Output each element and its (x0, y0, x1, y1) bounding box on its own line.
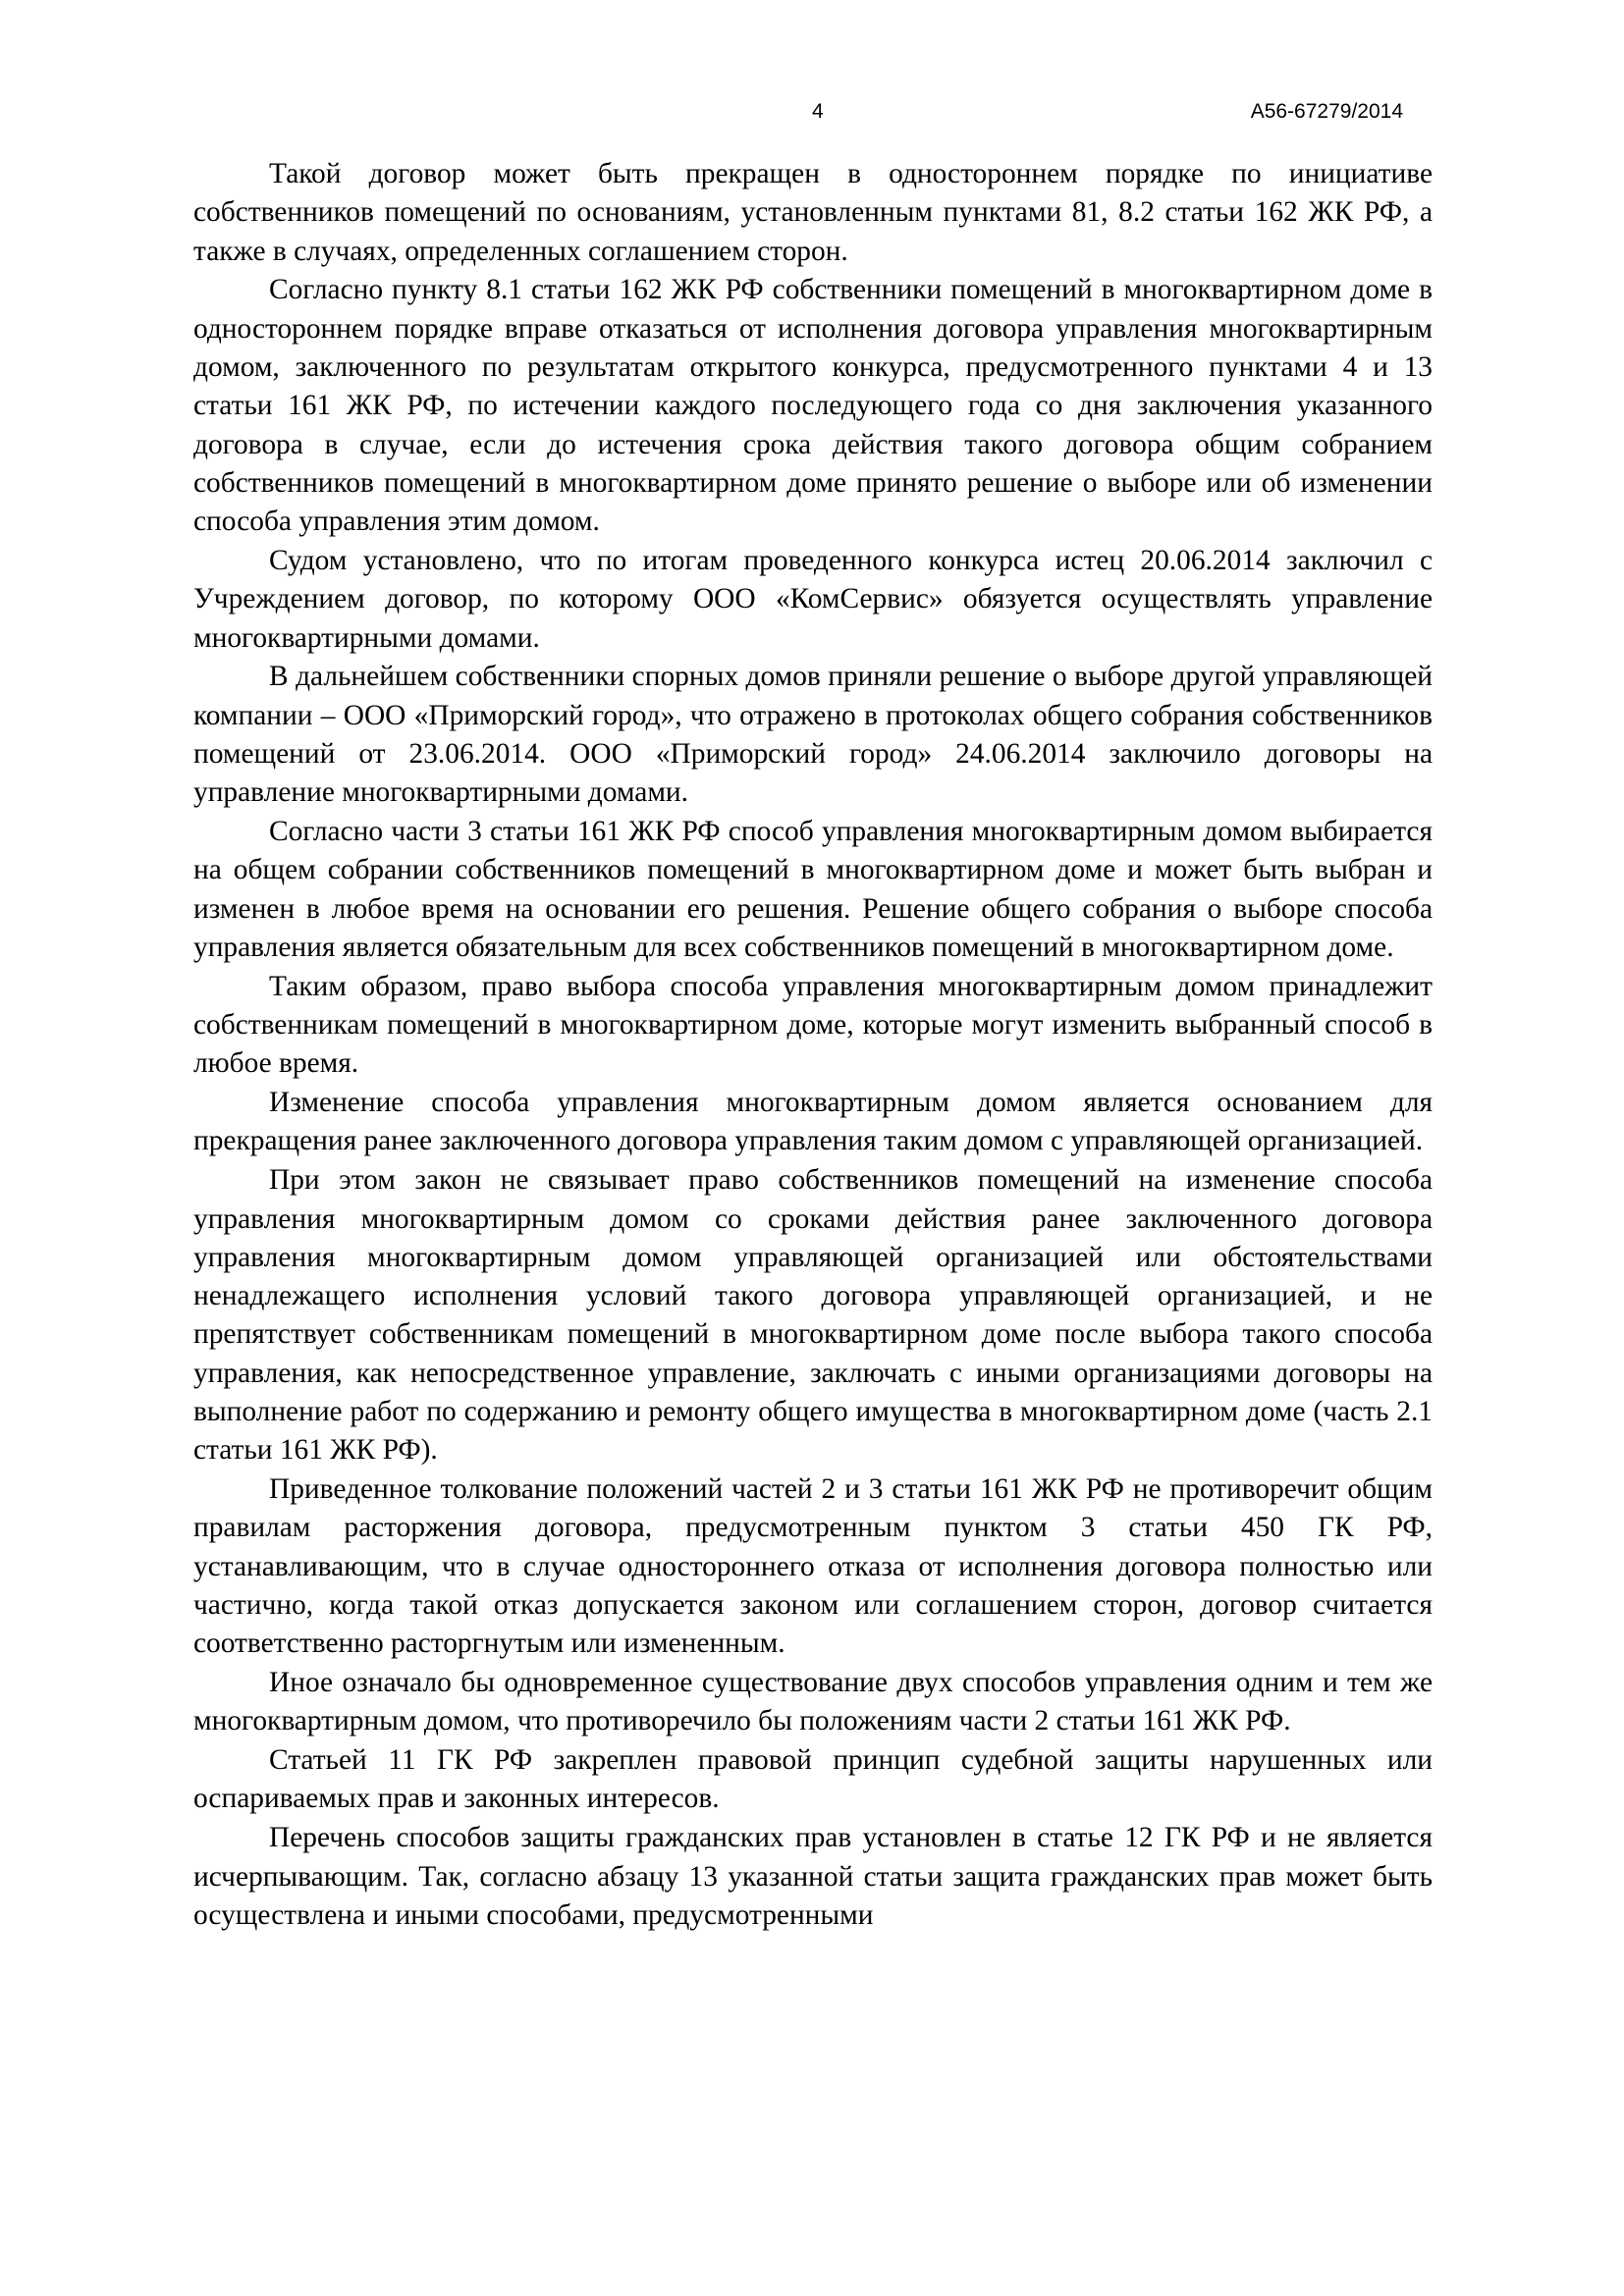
paragraph: Такой договор может быть прекращен в одностороннем порядке по инициативе собственников помещений по основаниям, установленным пунктами 81, 8.2 статьи 162 ЖК РФ, а также в случаях, определенных соглашением сторон. (193, 158, 1433, 267)
paragraph: Статьей 11 ГК РФ закреплен правовой принцип судебной защиты нарушенных или оспариваемых прав и законных интересов. (193, 1744, 1433, 1815)
paragraph: Приведенное толкование положений частей 2 и 3 статьи 161 ЖК РФ не противоречит общим правилам расторжения договора, предусмотренным пунктом 3 статьи 450 ГК РФ, устанавливающим, что в случае одностороннего отказа от исполнения договора полностью или частично, когда такой отказ допускается законом или соглашением сторон, договор считается соответственно расторгнутым или измененным. (193, 1473, 1433, 1660)
case-number: А56-67279/2014 (1250, 100, 1403, 123)
document-body (193, 155, 1433, 1936)
paragraph: Согласно части 3 статьи 161 ЖК РФ способ управления многоквартирным домом выбирается на общем собрании собственников помещений в многоквартирном доме и может быть выбран и изменен в любое время на основании его решения. Решение общего собрания о выборе способа управления является обязательным для всех собственников помещений в многоквартирном доме. (193, 816, 1433, 963)
page-header (0, 94, 1624, 128)
paragraph: Иное означало бы одновременное существование двух способов управления одним и тем же многоквартирным домом, что противоречило бы положениям части 2 статьи 161 ЖК РФ. (193, 1667, 1433, 1737)
paragraph: В дальнейшем собственники спорных домов приняли решение о выборе другой управляющей компании – ООО «Приморский город», что отражено в протоколах общего собрания собственников помещений от 23.06.2014. ООО «Приморский город» 24.06.2014 заключило договоры на управление многоквартирными домами. (193, 661, 1433, 809)
paragraph: Судом установлено, что по итогам проведенного конкурса истец 20.06.2014 заключил с Учреждением договор, по которому ООО «КомСервис» обязуется осуществлять управление многоквартирными домами. (193, 544, 1433, 654)
paragraph: Перечень способов защиты гражданских прав установлен в статье 12 ГК РФ и не является исчерпывающим. Так, согласно абзацу 13 указанной статьи защита гражданских прав может быть осуществлена и иными способами, предусмотренными (193, 1822, 1433, 1931)
paragraph: Согласно пункту 8.1 статьи 162 ЖК РФ собственники помещений в многоквартирном доме в одностороннем порядке вправе отказаться от исполнения договора управления многоквартирным домом, заключенного по результатам открытого конкурса, предусмотренного пунктами 4 и 13 статьи 161 ЖК РФ, по истечении каждого последующего года со дня заключения указанного договора в случае, если до истечения срока действия такого договора общим собранием собственников помещений в многоквартирном доме принято решение о выборе или об изменении способа управления этим домом. (193, 274, 1433, 538)
paragraph: Изменение способа управления многоквартирным домом является основанием для прекращения ранее заключенного договора управления таким домом с управляющей организацией. (193, 1087, 1433, 1157)
paragraph: Таким образом, право выбора способа управления многоквартирным домом принадлежит собственникам помещений в многоквартирном доме, которые могут изменить выбранный способ в любое время. (193, 970, 1433, 1080)
page-number: 4 (812, 100, 824, 123)
paragraph: При этом закон не связывает право собственников помещений на изменение способа управления многоквартирным домом со сроками действия ранее заключенного договора управления многоквартирным домом управляющей организацией или обстоятельствами ненадлежащего исполнения условий такого договора управляющей организацией, и не препятствует собственникам помещений в многоквартирном доме после выбора такого способа управления, как непосредственное управление, заключать с иными организациями договоры на выполнение работ по содержанию и ремонту общего имущества в многоквартирном доме (часть 2.1 статьи 161 ЖК РФ). (193, 1164, 1433, 1467)
